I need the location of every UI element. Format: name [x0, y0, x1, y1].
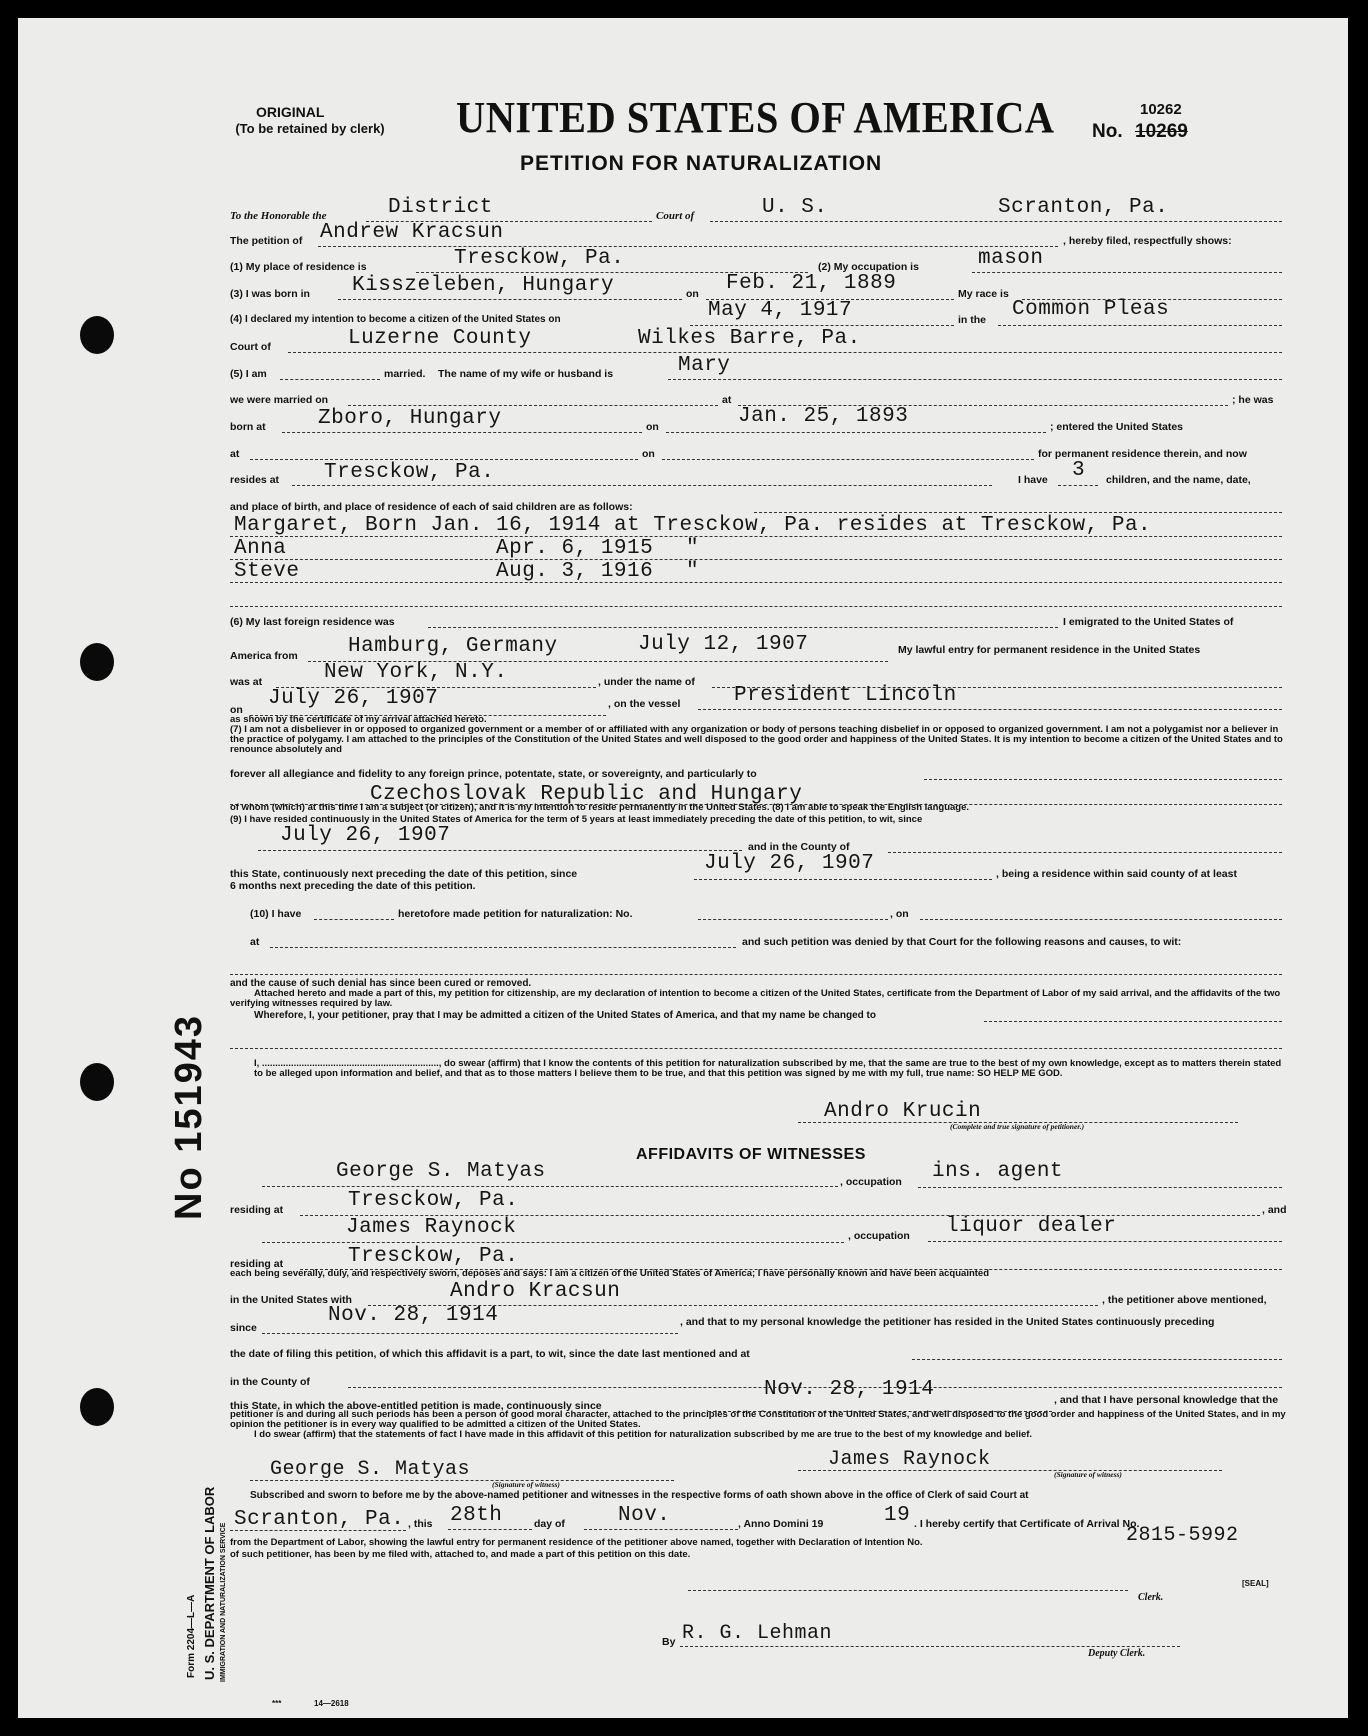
- label-was-at: was at: [230, 676, 263, 688]
- label-resides-at: resides at: [230, 474, 280, 486]
- label-i-have: I have: [1018, 474, 1048, 486]
- label-denied: and such petition was denied by that Court for the following reasons and causes, to wit:: [742, 936, 1182, 948]
- label-being-residence: , being a residence within said county of at least: [996, 868, 1237, 880]
- label-court-of2: Court of: [230, 341, 271, 353]
- label-this: , this: [408, 1518, 433, 1530]
- witness-2-name: James Raynock: [346, 1216, 517, 1239]
- birth-date-value: Feb. 21, 1889: [726, 272, 897, 295]
- label-children-place: and place of birth, and place of residence of each of said children are as follows:: [230, 501, 633, 513]
- label-entered-us: ; entered the United States: [1050, 421, 1184, 433]
- sworn-year: 19: [884, 1504, 911, 1527]
- court-place: Scranton, Pa.: [998, 196, 1169, 219]
- label-occupation: (2) My occupation is: [818, 261, 919, 273]
- label-america-from: America from: [230, 650, 298, 662]
- label-he-was: ; he was: [1232, 394, 1274, 406]
- resided-since: July 26, 1907: [280, 824, 451, 847]
- petition-document: [18, 18, 1348, 1718]
- label-residing-at: residing at: [230, 1204, 284, 1216]
- child-3-name: Steve: [234, 560, 300, 583]
- acquainted-with: Andro Kracsun: [450, 1280, 621, 1303]
- acquainted-since: Nov. 28, 1914: [328, 1304, 499, 1327]
- label-in-us-with: in the United States with: [230, 1294, 352, 1306]
- witness-signature-note: (Signature of witness): [1054, 1470, 1122, 1479]
- label-occupation3: , occupation: [848, 1230, 910, 1242]
- service-label: IMMIGRATION AND NATURALIZATION SERVICE: [220, 1522, 227, 1682]
- label-born-at: born at: [230, 421, 266, 433]
- label-ten: (10) I have: [250, 908, 302, 920]
- witness-2-residence: Tresckow, Pa.: [348, 1245, 519, 1268]
- affidavits-heading: AFFIDAVITS OF WITNESSES: [636, 1146, 866, 1163]
- label-on: on: [686, 288, 699, 300]
- witness-2-signature: James Raynock: [828, 1448, 991, 1471]
- children-count: 3: [1072, 459, 1086, 482]
- label-to-honorable: To the Honorable the: [230, 210, 327, 222]
- sworn-month: Nov.: [618, 1504, 671, 1527]
- label-personal-knowledge: , and that to my personal knowledge the petitioner has resided in the United States continuously preceding: [680, 1316, 1215, 1328]
- label-born-in: (3) I was born in: [230, 288, 310, 300]
- original-note: (To be retained by clerk): [235, 121, 385, 136]
- sworn-place: Scranton, Pa.: [234, 1508, 405, 1531]
- label-deputy-clerk: Deputy Clerk.: [1088, 1648, 1146, 1659]
- child-2-name: Anna: [234, 537, 287, 560]
- label-at: at: [722, 394, 732, 406]
- punch-hole: [80, 316, 114, 354]
- residence-value: Tresckow, Pa.: [454, 247, 625, 270]
- label-petitioner-above: , the petitioner above mentioned,: [1102, 1294, 1267, 1306]
- petitioner-signature: Andro Krucin: [824, 1100, 982, 1123]
- label-anno: , Anno Domini 19: [738, 1518, 824, 1530]
- paragraph-of-whom: of whom (which) at this time I am a subject (or citizen), and it is my intention to reside permanently in the United States. (8) I am able to speak the English language.: [230, 802, 970, 813]
- deputy-clerk-signature: R. G. Lehman: [682, 1622, 833, 1645]
- ditto-mark: ": [686, 537, 700, 560]
- wife-born-on: Jan. 25, 1893: [738, 405, 909, 428]
- label-at2: at: [230, 448, 240, 460]
- entry-date: July 26, 1907: [268, 687, 439, 710]
- paragraph-9: (9) I have resided continuously in the United States of America for the term of 5 years at least immediately preceding the date of this petition, to wit, since: [230, 814, 923, 825]
- declaration-date: May 4, 1917: [708, 299, 853, 322]
- label-married: married.: [384, 368, 426, 380]
- label-i-am: (5) I am: [230, 368, 267, 380]
- label-last-foreign: (6) My last foreign residence was: [230, 616, 395, 628]
- signature-note: (Complete and true signature of petitioner.): [950, 1122, 1085, 1131]
- label-date-filing: the date of filing this petition, of which this affidavit is a part, to wit, since the date last mentioned and at: [230, 1348, 750, 1360]
- label-heretofore: heretofore made petition for naturalization: No.: [398, 908, 633, 920]
- label-on3: on: [642, 448, 655, 460]
- label-since: since: [230, 1322, 257, 1334]
- label-in-the: in the: [958, 314, 986, 326]
- label-race: My race is: [958, 288, 1009, 300]
- allegiance-value: Czechoslovak Republic and Hungary: [370, 783, 803, 806]
- label-county-of: and in the County of: [748, 841, 850, 853]
- label-residence: (1) My place of residence is: [230, 261, 367, 273]
- original-label: ORIGINAL: [256, 104, 325, 120]
- vessel-name: President Lincoln: [734, 684, 957, 707]
- label-at3: at: [250, 936, 260, 948]
- label-subscribed: Subscribed and sworn to before me by the above-named petitioner and witnesses in the respective forms of oath shown above in the office of Clerk of said Court at: [250, 1490, 1029, 1501]
- emigrated-date: July 12, 1907: [638, 633, 809, 656]
- declaration-county: Luzerne County: [348, 327, 532, 350]
- label-permanent-residence: for permanent residence therein, and now: [1038, 448, 1247, 460]
- label-personal-knowledge2: , and that I have personal knowledge that the: [1054, 1394, 1279, 1406]
- label-day-of: day of: [534, 1518, 565, 1530]
- child-3-date: Aug. 3, 1916: [496, 560, 654, 583]
- page-subtitle: PETITION FOR NATURALIZATION: [520, 152, 883, 175]
- label-clerk: Clerk.: [1138, 1592, 1164, 1603]
- punch-hole: [80, 1063, 114, 1101]
- label-this-state: this State, continuously next preceding the date of this petition, since: [230, 868, 578, 880]
- paragraph-7: (7) I am not a disbeliever in or opposed to organized government or a member of or affiliated with any organization or body of persons teaching disbelief in or opposed to organized government. I am not a polygamist nor a believer in the practice of polygamy. I am attached to the principles of the Constitution of the United States and well disposed to the good order and happiness of the United States. It is my intention to become a citizen of the United States and to renounce absolutely and: [230, 724, 1283, 755]
- child-1: Margaret, Born Jan. 16, 1914 at Tresckow, Pa. resides at Tresckow, Pa.: [234, 514, 1152, 537]
- label-lawful-entry: My lawful entry for permanent residence in the United States: [898, 644, 1201, 656]
- resides-at-value: Tresckow, Pa.: [324, 461, 495, 484]
- no-label: No.: [1092, 121, 1123, 142]
- side-number: No 151943: [168, 1013, 210, 1220]
- label-married-on: we were married on: [230, 394, 329, 406]
- county-since: July 26, 1907: [704, 852, 875, 875]
- paragraph-good-moral: petitioner is and during all such periods has been a person of good moral character, attached to the principles of the Constitution of the United States, and well disposed to the good order and happiness of the United States, and in my opinion the petitioner is in every way qualified to be admitted a citizen of the United States.: [230, 1409, 1286, 1430]
- paragraph-of-such: of such petitioner, has been by me filed with, attached to, and made a part of this petition on this date.: [230, 1549, 691, 1560]
- label-wife-name: The name of my wife or husband is: [438, 368, 614, 380]
- label-declared: (4) I declared my intention to become a citizen of the United States on: [230, 314, 561, 325]
- witness-1-signature: George S. Matyas: [270, 1458, 471, 1481]
- label-petition-of: The petition of: [230, 235, 303, 247]
- label-certify: . I hereby certify that Certificate of Arrival No.: [914, 1518, 1140, 1530]
- label-six-months: 6 months next preceding the date of this petition.: [230, 880, 476, 892]
- struck-number: 10269: [1135, 121, 1188, 142]
- label-forever: forever all allegiance and fidelity to any foreign prince, potentate, state, or sovereignty, and particularly to: [230, 768, 757, 780]
- print-code: 14—2618: [314, 1699, 349, 1708]
- print-stars: ***: [272, 1699, 282, 1708]
- label-wherefore: Wherefore, I, your petitioner, pray that I may be admitted a citizen of the United States of America, and that my name be changed to: [254, 1010, 876, 1021]
- label-children: children, and the name, date,: [1106, 474, 1251, 486]
- wife-name: Mary: [678, 354, 731, 377]
- witness-1-occupation: ins. agent: [932, 1160, 1064, 1183]
- label-hereby-filed: , hereby filed, respectfully shows:: [1063, 235, 1232, 247]
- form-number: Form 2204—L—A: [186, 1594, 197, 1678]
- witness-2-occupation: liquor dealer: [946, 1215, 1117, 1238]
- declaration-court: Common Pleas: [1012, 298, 1170, 321]
- witness-1-residence: Tresckow, Pa.: [348, 1189, 519, 1212]
- label-on2: on: [646, 421, 659, 433]
- occupation-value: mason: [978, 247, 1044, 270]
- punch-hole: [80, 643, 114, 681]
- paragraph-from-dept: from the Department of Labor, showing the lawful entry for permanent residence of the petitioner above named, together with Declaration of Intention No.: [230, 1537, 923, 1548]
- court-name: District: [388, 196, 493, 219]
- declaration-numbers: 2815-5992: [1126, 1524, 1239, 1547]
- emigrated-from: Hamburg, Germany: [348, 635, 558, 658]
- birthplace-value: Kisszeleben, Hungary: [352, 274, 615, 297]
- label-certificate: as shown by the certificate of my arrival attached hereto.: [230, 714, 487, 725]
- sworn-day: 28th: [450, 1504, 503, 1527]
- label-on4: on: [230, 704, 243, 716]
- label-cause-cured: and the cause of such denial has since been cured or removed.: [230, 978, 532, 989]
- petitioner-name: Andrew Kracsun: [320, 221, 504, 244]
- paragraph-each-being: each being severally, duly, and respectively sworn, deposes and says: I am a citizen of the United States of America; I have personally known and have been acquainted: [230, 1268, 990, 1279]
- paragraph-swear: I, ..................................................................., do swear (affirm) that I know the contents of this petition for naturalization subscribed by me, that the same are true to the best of my own knowledge, except as to matters therein stated to be alleged upon information and belief, and that as to those matters I believe them to be true, and that this petition was signed by me with my full, true name: SO HELP ME GOD.: [254, 1058, 1282, 1079]
- department-label: U. S. DEPARTMENT OF LABOR: [202, 1486, 217, 1680]
- page-title: UNITED STATES OF AMERICA: [456, 93, 1055, 142]
- witness-1-name: George S. Matyas: [336, 1160, 546, 1183]
- label-seal: [SEAL]: [1242, 1579, 1269, 1588]
- ditto-mark: ": [686, 560, 700, 583]
- label-court-of: Court of: [656, 210, 695, 222]
- label-residing-at2: residing at: [230, 1258, 284, 1270]
- declaration-city: Wilkes Barre, Pa.: [638, 327, 861, 350]
- label-on5: , on: [890, 908, 909, 920]
- label-occupation2: , occupation: [840, 1176, 902, 1188]
- court-of-value: U. S.: [762, 196, 828, 219]
- label-by: By: [662, 1636, 676, 1648]
- witness-signature-note: (Signature of witness): [492, 1480, 560, 1489]
- label-under-name: , under the name of: [598, 676, 695, 688]
- wife-born-at: Zboro, Hungary: [318, 407, 502, 430]
- petition-number: 10262: [1140, 101, 1182, 118]
- child-2-date: Apr. 6, 1915: [496, 537, 654, 560]
- label-and: , and: [1262, 1204, 1287, 1216]
- paragraph-do-swear: I do swear (affirm) that the statements of fact I have made in this affidavit of this petition for naturalization subscribed by me are true to the best of my knowledge and belief.: [254, 1429, 1033, 1440]
- label-this-state2: this State, in which the above-entitled petition is made, continuously since: [230, 1400, 602, 1412]
- entry-at: New York, N.Y.: [324, 661, 508, 684]
- punch-hole: [80, 1388, 114, 1426]
- label-in-county: in the County of: [230, 1376, 310, 1388]
- paragraph-attached: Attached hereto and made a part of this, my petition for citizenship, are my declaration of intention to become a citizen of the United States, certificate from the Department of Labor of my said arrival, and the affidavits of the two verifying witnesses required by law.: [230, 988, 1281, 1009]
- county-continuously-since: Nov. 28, 1914: [764, 1378, 935, 1401]
- label-emigrated: I emigrated to the United States of: [1063, 616, 1234, 628]
- label-on-vessel: , on the vessel: [608, 698, 681, 710]
